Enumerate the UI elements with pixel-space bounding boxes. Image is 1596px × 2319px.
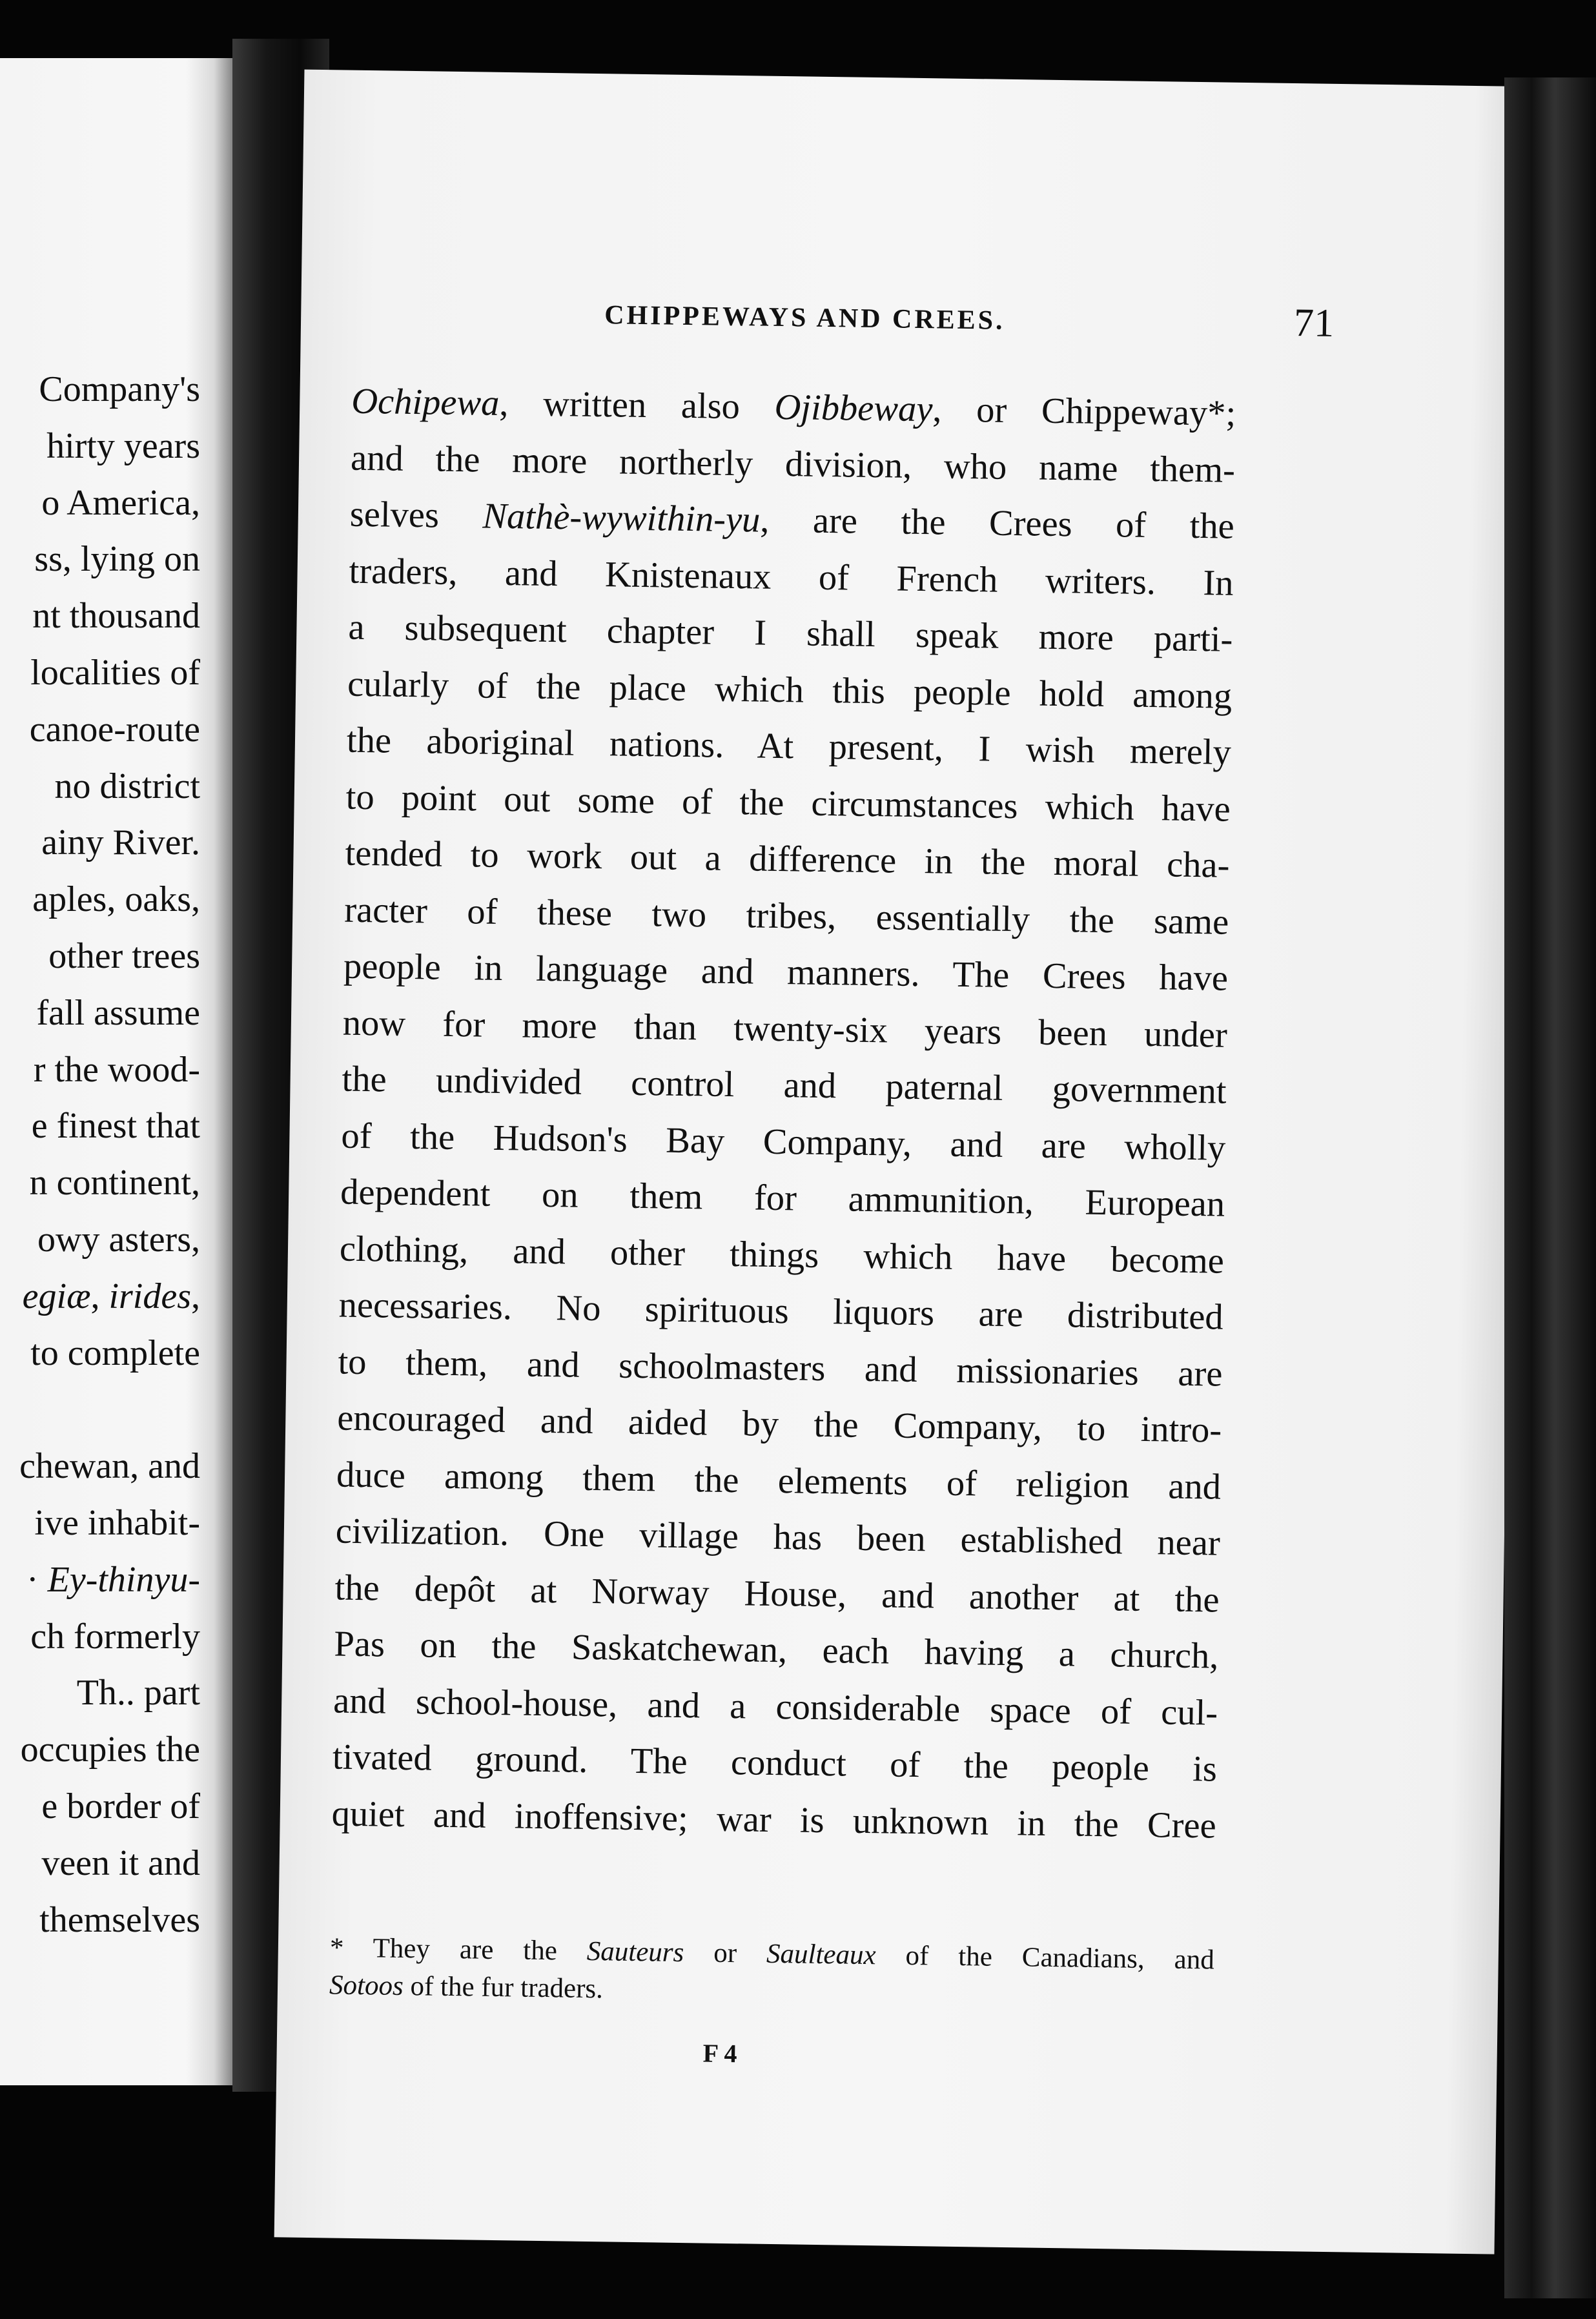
body-text xyxy=(331,374,1236,1855)
body-line: the aboriginal nations. At present, I wish merely xyxy=(346,720,1232,773)
body-line: tended to work out a difference in the moral cha- xyxy=(345,833,1230,886)
body-line: tivated ground. The conduct of the people is xyxy=(332,1737,1218,1790)
body-line: to them, and schoolmasters and missionaries are xyxy=(338,1342,1223,1394)
left-page-line: localities of xyxy=(30,652,200,693)
body-line: racter of these two tribes, essentially the same xyxy=(343,890,1229,943)
signature-mark: F 4 xyxy=(702,2038,737,2069)
body-line: now for more than twenty-six years been under xyxy=(342,1003,1228,1056)
left-page-line: hirty years xyxy=(46,425,200,466)
body-line: and school-house, and a considerable space of cul- xyxy=(332,1680,1218,1733)
left-page-line: fall assume xyxy=(36,992,200,1033)
left-page-line xyxy=(0,1382,200,1438)
left-page-line: veen it and xyxy=(41,1843,200,1883)
left-page-line: Company's xyxy=(39,369,200,409)
body-line: of the Hudson's Bay Company, and are wholly xyxy=(341,1116,1226,1169)
body-line: a subsequent chapter I shall speak more parti- xyxy=(348,607,1233,660)
left-page-line: n continent, xyxy=(29,1163,200,1203)
running-head xyxy=(301,289,1522,358)
body-line: necessaries. No spirituous liquors are distributed xyxy=(338,1285,1224,1338)
body-line: civilization. One village has been established near xyxy=(335,1511,1221,1564)
left-page-line: themselves xyxy=(39,1899,200,1940)
body-line: and the more northerly division, who name them- xyxy=(350,438,1236,491)
left-page-line: occupies the xyxy=(20,1730,200,1770)
body-line: Ochipewa, written also Ojibbeway, or Chippeway*; xyxy=(351,381,1236,434)
left-page-line: egiæ, irides, xyxy=(22,1276,200,1316)
body-line: selves Nathè-wywithin-yu, are the Crees of the xyxy=(349,494,1235,547)
body-line: the depôt at Norway House, and another at the xyxy=(334,1567,1220,1620)
footnote-line: Sotoos of the fur traders. xyxy=(329,1970,604,2005)
current-page xyxy=(274,70,1525,2254)
page-number: 71 xyxy=(1293,301,1335,345)
body-line: to point out some of the circumstances which have xyxy=(345,777,1231,830)
body-line: cularly of the place which this people hold among xyxy=(347,664,1233,717)
left-page-line: e border of xyxy=(41,1786,200,1826)
left-page-line: · Ey-thinyu- xyxy=(26,1559,200,1600)
left-page-line: chewan, and xyxy=(19,1446,200,1487)
previous-page-text xyxy=(0,362,200,1948)
left-page-line: other trees xyxy=(48,935,200,976)
left-page-line: owy asters, xyxy=(37,1219,200,1260)
body-line: dependent on them for ammunition, European xyxy=(340,1172,1225,1225)
left-page-line: no district xyxy=(54,766,200,806)
left-page-line: o America, xyxy=(41,482,200,523)
body-line: Pas on the Saskatchewan, each having a church, xyxy=(334,1624,1219,1677)
body-line: the undivided control and paternal government xyxy=(342,1059,1227,1112)
body-line: people in language and manners. The Crees have xyxy=(343,946,1229,999)
left-page-line: aples, oaks, xyxy=(32,879,200,920)
left-page-line: canoe-route xyxy=(29,709,200,750)
left-page-line: Th.. part xyxy=(76,1673,200,1713)
footnote-line: * They are the Sauteurs or Saulteaux of the Canadians, and xyxy=(329,1932,1215,1976)
left-page-line: ive inhabit- xyxy=(34,1502,200,1543)
body-line: clothing, and other things which have become xyxy=(339,1229,1225,1282)
left-page-line: nt thousand xyxy=(32,596,200,637)
previous-page-fragment xyxy=(0,58,232,2085)
left-page-line: ss, lying on xyxy=(34,539,200,580)
body-line: encouraged and aided by the Company, to intro- xyxy=(336,1398,1222,1451)
page-edge-shadow xyxy=(1504,77,1596,2298)
left-page-line: ch formerly xyxy=(30,1616,200,1657)
left-page-line: ainy River. xyxy=(41,822,200,863)
left-page-line: to complete xyxy=(30,1333,200,1373)
running-head-title: CHIPPEWAYS AND CREES. xyxy=(604,300,1005,336)
left-page-line: e finest that xyxy=(31,1106,200,1147)
body-line: quiet and inoffensive; war is unknown in the Cree xyxy=(331,1793,1217,1846)
footnote xyxy=(329,1929,1214,2016)
body-line: traders, and Knistenaux of French writers. In xyxy=(349,551,1234,604)
left-page-line: r the wood- xyxy=(33,1049,200,1090)
body-line: duce among them the elements of religion and xyxy=(336,1455,1222,1507)
